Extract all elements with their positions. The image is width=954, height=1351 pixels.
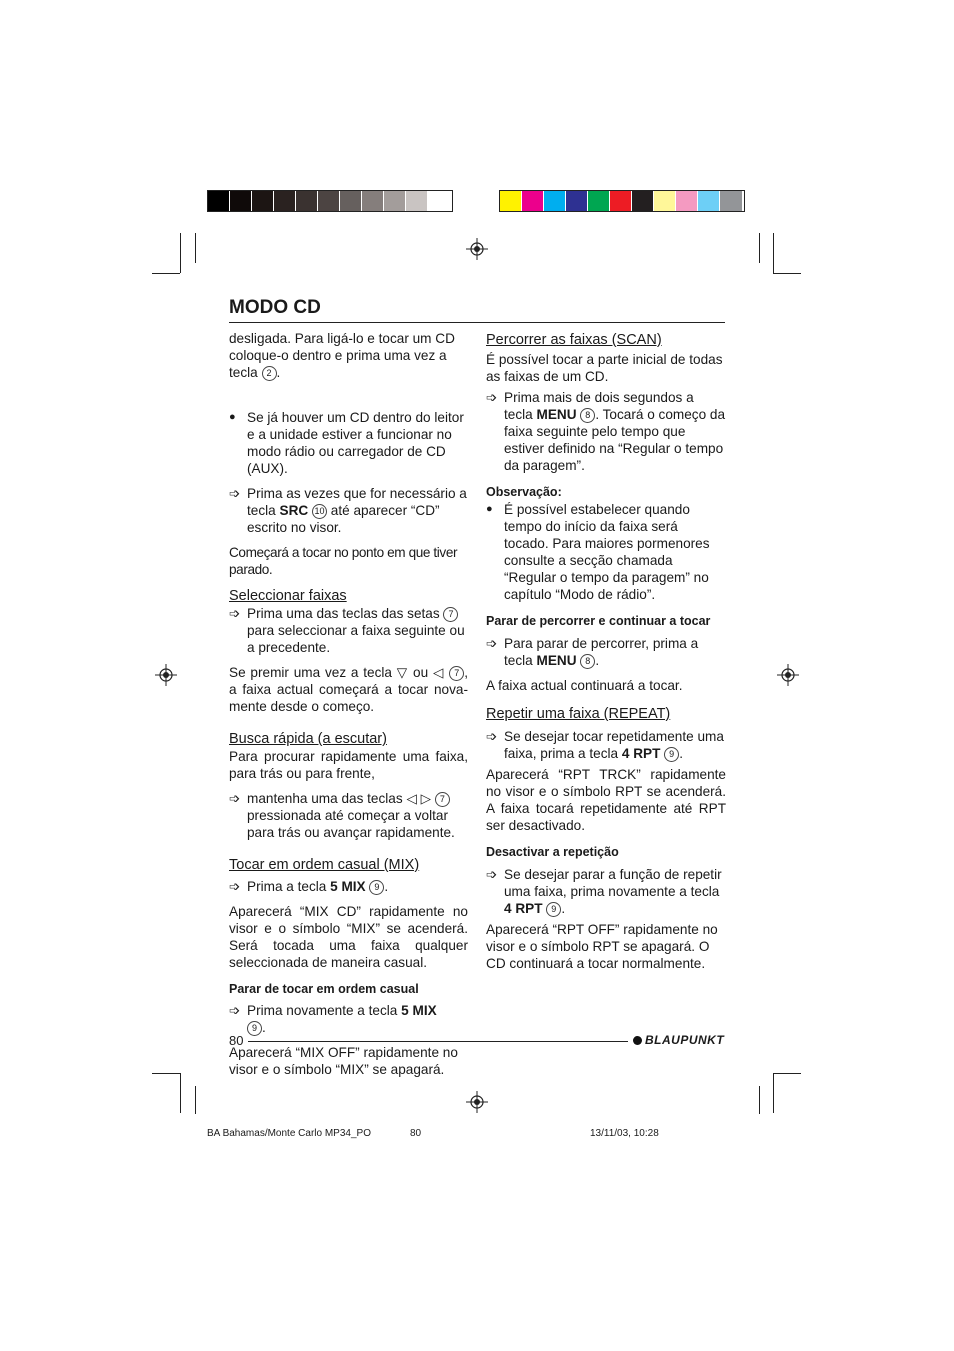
- key-number-icon: 2: [262, 366, 277, 381]
- step-item: ➩ Se desejar tocar repetidamente uma faixa, prima a tecla 4 RPT 9 .: [486, 729, 724, 761]
- step-text: Prima as vezes que for necessário a tecla: [247, 486, 467, 518]
- color-bar: [499, 190, 745, 212]
- color-swatch: [522, 191, 544, 211]
- crop-mark: [773, 1073, 801, 1074]
- arrow-icon: ➩: [486, 867, 498, 882]
- brand-logo: [633, 1033, 724, 1047]
- arrow-icon: ➩: [229, 879, 241, 894]
- step-text: pressionada até começar a voltar para trás ou avançar rapidamente.: [247, 808, 455, 840]
- crop-mark: [180, 233, 181, 273]
- step-text: para seleccionar a faixa seguinte ou a precedente.: [247, 623, 465, 655]
- color-swatch: [698, 191, 720, 211]
- key-number-icon: 9: [247, 1021, 262, 1036]
- step-text: Se desejar tocar repetidamente uma faixa, prima a tecla: [504, 729, 724, 761]
- color-swatch: [252, 191, 274, 211]
- step-item: ➩ Se desejar parar a função de repetir uma faixa, prima novamente a tecla 4 RPT 9 .: [486, 867, 722, 916]
- paragraph-text: , a faixa actual começará a tocar nova-mente desde o começo.: [229, 665, 468, 714]
- section-heading: Repetir uma faixa (REPEAT): [486, 706, 671, 722]
- color-swatch: [500, 191, 522, 211]
- bullet-text: É possível estabelecer quando tempo do início da faixa será tocado. Para maiores pormenores consulte a secção chamada “Regular o tempo da paragem” no capítulo “Modo de rádio”.: [504, 502, 710, 602]
- bullet-icon: ●: [229, 411, 236, 423]
- arrow-icon: ➩: [229, 791, 241, 806]
- intro-text: desligada. Para ligá-lo e tocar um CD coloque-o dentro e prima uma vez a tecla: [229, 331, 455, 380]
- bullet-item: [229, 409, 468, 477]
- key-label: SRC: [279, 503, 309, 518]
- paragraph: É possível tocar a parte inicial de todas as faixas de um CD.: [486, 352, 723, 384]
- step-item: [229, 485, 468, 536]
- key-number-icon: 7: [449, 666, 464, 681]
- key-label: MENU: [536, 407, 577, 422]
- step-item: [486, 389, 726, 474]
- step-item: ➩ Prima novamente a tecla 5 MIX 9 .: [229, 1003, 437, 1035]
- bullet-text: Se já houver um CD dentro do leitor e a unidade estiver a funcionar no modo rádio ou carregador de CD (AUX).: [247, 410, 464, 476]
- step-text: Prima novamente a tecla: [247, 1003, 398, 1018]
- color-swatch: [406, 191, 428, 211]
- section-heading: Tocar em ordem casual (MIX): [229, 857, 420, 873]
- color-swatch: [230, 191, 252, 211]
- slug-filename: BA Bahamas/Monte Carlo MP34_PO: [207, 1128, 371, 1139]
- paragraph: Aparecerá “RPT TRCK” rapidamente no visor e o símbolo RPT se acenderá. A faixa tocará repetidamente até RPT ser desactivado.: [486, 767, 726, 833]
- color-swatch: [544, 191, 566, 211]
- step-text: até aparecer “CD” escrito no visor.: [247, 503, 440, 535]
- color-swatch: [362, 191, 384, 211]
- color-swatch: [274, 191, 296, 211]
- registration-mark-icon: [466, 238, 488, 260]
- bullet-item: [486, 501, 726, 603]
- paragraph: A faixa actual continuará a tocar.: [486, 678, 683, 693]
- color-swatch: [208, 191, 230, 211]
- step-text: Prima uma das teclas das setas: [247, 606, 440, 621]
- paragraph: Começará a tocar no ponto em que tiver parado.: [229, 545, 458, 577]
- registration-mark-icon: [155, 664, 177, 686]
- step-text: Prima mais de dois segundos a tecla: [504, 390, 694, 422]
- footer-rule: [248, 1041, 628, 1042]
- crop-mark: [773, 233, 774, 273]
- crop-mark: [195, 233, 196, 263]
- arrow-icon: ➩: [486, 729, 498, 744]
- crop-mark: [773, 1073, 774, 1113]
- brand-name: BLAUPUNKT: [645, 1033, 725, 1047]
- step-item: ➩ Para parar de percorrer, prima a tecla MENU 8 .: [486, 636, 699, 668]
- arrow-icon: ➩: [229, 606, 241, 621]
- crop-mark: [152, 273, 180, 274]
- arrow-icon: ➩: [229, 1003, 241, 1018]
- key-number-icon: 8: [580, 654, 595, 669]
- crop-mark: [773, 273, 801, 274]
- crop-mark: [759, 233, 760, 263]
- slug-timestamp: 13/11/03, 10:28: [590, 1128, 659, 1139]
- key-label: MENU: [536, 653, 577, 668]
- color-swatch: [720, 191, 742, 211]
- color-swatch: [296, 191, 318, 211]
- step-text: . Tocará o começo da faixa seguinte pelo tempo que estiver definido na “Regular o tempo da paragem”.: [504, 407, 726, 473]
- paragraph: [229, 664, 468, 715]
- color-swatch: [340, 191, 362, 211]
- registration-mark-icon: [777, 664, 799, 686]
- paragraph: Aparecerá “MIX CD” rapidamente no visor e o símbolo “MIX” se acenderá. Será tocada uma faixa qualquer seleccionada de maneira casual.: [229, 904, 468, 970]
- crop-mark: [759, 1086, 760, 1114]
- key-number-icon: 8: [580, 408, 595, 423]
- sub-heading: Desactivar a repetição: [486, 845, 619, 859]
- arrow-icon: ➩: [486, 390, 498, 405]
- step-item: [229, 790, 468, 841]
- key-label: 5 MIX: [330, 879, 366, 894]
- sub-heading: Parar de tocar em ordem casual: [229, 982, 419, 996]
- color-swatch: [610, 191, 632, 211]
- crop-mark: [195, 1086, 196, 1114]
- crop-mark: [180, 1073, 181, 1113]
- key-number-icon: 9: [369, 880, 384, 895]
- registration-mark-icon: [466, 1091, 488, 1113]
- intro-paragraph: desligada. Para ligá-lo e tocar um CD coloque-o dentro e prima uma vez a tecla 2 .: [229, 331, 455, 380]
- slug-page: 80: [410, 1128, 422, 1139]
- key-label: 5 MIX: [401, 1003, 437, 1018]
- key-number-icon: 7: [435, 792, 450, 807]
- color-swatch: [566, 191, 588, 211]
- right-column: [486, 322, 726, 972]
- step-text: mantenha uma das teclas ◁ ▷: [247, 791, 432, 806]
- grayscale-bar: [207, 190, 453, 212]
- color-swatch: [318, 191, 340, 211]
- color-swatch: [428, 191, 450, 211]
- key-number-icon: 9: [546, 902, 561, 917]
- section-heading: Seleccionar faixas: [229, 588, 347, 604]
- sub-heading: Parar de percorrer e continuar a tocar: [486, 614, 711, 628]
- step-text: Para parar de percorrer, prima a tecla: [504, 636, 699, 668]
- key-label: 4 RPT: [504, 901, 543, 916]
- color-swatch: [654, 191, 676, 211]
- key-number-icon: 10: [312, 504, 327, 519]
- arrow-icon: ➩: [229, 486, 241, 501]
- color-swatch: [632, 191, 654, 211]
- sub-heading: Observação:: [486, 485, 562, 499]
- logo-dot-icon: [633, 1036, 642, 1045]
- section-heading: Percorrer as faixas (SCAN): [486, 332, 662, 348]
- paragraph: Aparecerá “RPT OFF” rapidamente no visor e o símbolo RPT se apagará. O CD continuará a tocar normalmente.: [486, 922, 718, 971]
- crop-mark: [152, 1073, 180, 1074]
- section-heading: Busca rápida (a escutar): [229, 731, 387, 747]
- page-number: 80: [229, 1033, 244, 1048]
- paragraph-text: Se premir uma vez a tecla ▽ ou ◁: [229, 665, 445, 680]
- color-swatch: [384, 191, 406, 211]
- step-text: Prima a tecla: [247, 879, 327, 894]
- arrow-icon: ➩: [486, 636, 498, 651]
- step-item: ➩ Prima a tecla 5 MIX 9 .: [229, 879, 389, 894]
- key-label: 4 RPT: [621, 746, 661, 761]
- key-number-icon: 9: [664, 747, 679, 762]
- step-item: [229, 605, 468, 656]
- left-column: [229, 330, 468, 1078]
- bullet-icon: ●: [486, 503, 493, 515]
- color-swatch: [588, 191, 610, 211]
- key-number-icon: 7: [443, 607, 458, 622]
- step-text: Se desejar parar a função de repetir uma faixa, prima novamente a tecla: [504, 867, 722, 899]
- color-swatch: [676, 191, 698, 211]
- paragraph: Para procurar rapidamente uma faixa, para trás ou para frente,: [229, 749, 468, 781]
- paragraph: Aparecerá “MIX OFF” rapidamente no visor e o símbolo “MIX” se apagará.: [229, 1045, 458, 1077]
- page-title: MODO CD: [229, 297, 321, 318]
